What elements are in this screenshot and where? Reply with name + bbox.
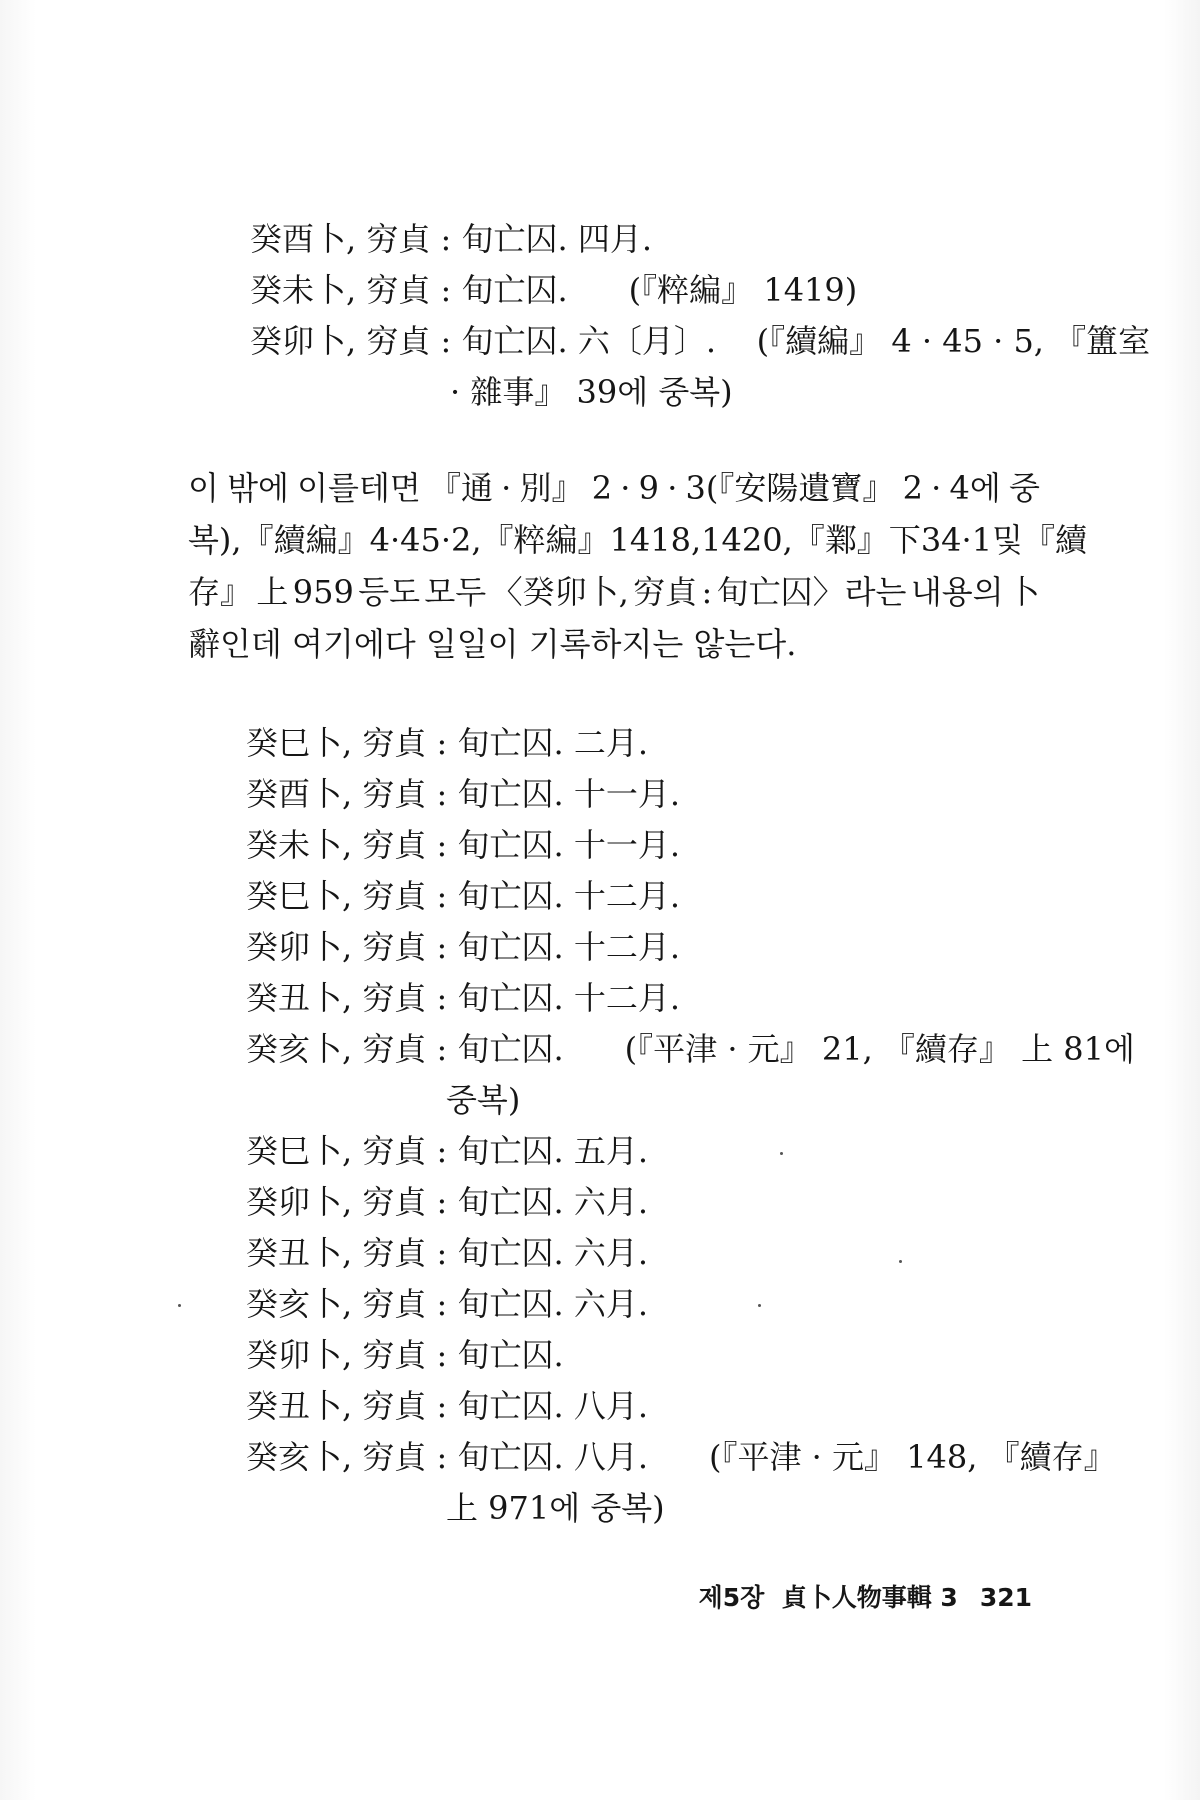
word: 45 [400, 521, 441, 559]
paragraph-line [188, 566, 1040, 618]
word: 『鄴』 [792, 521, 889, 559]
entry [246, 718, 1146, 769]
word: : [701, 573, 713, 611]
entry [246, 1432, 1146, 1534]
entry-text: 癸亥卜, 穷貞 : 旬亡囚. 八月. (『平津 · 元』 148, 『續存』 [246, 1438, 1116, 1476]
running-footer [699, 1578, 1032, 1614]
word: 4에 [949, 469, 1001, 507]
word: 등도 [358, 573, 421, 611]
entry [246, 1381, 1146, 1432]
word: 『粹編』 [481, 521, 610, 559]
word: 下 [888, 521, 921, 559]
word: 중 [1008, 469, 1040, 507]
word: 『續 [1022, 521, 1087, 559]
entry-text: 癸巳卜, 穷貞 : 旬亡囚. 二月. [246, 724, 648, 762]
entry [246, 973, 1146, 1024]
paragraph-line [188, 618, 1040, 670]
entry [246, 1279, 1146, 1330]
word: 『通 [428, 469, 493, 507]
word: 穷貞 [633, 573, 698, 611]
entry-text: 癸酉卜, 穷貞 : 旬亡囚. 四月. [250, 220, 652, 258]
word: 내용의 [910, 573, 1004, 611]
entry-text: 癸卯卜, 穷貞 : 旬亡囚. [246, 1336, 564, 1374]
entry-text: 癸酉卜, 穷貞 : 旬亡囚. 十一月. [246, 775, 680, 813]
entry-text: 癸丑卜, 穷貞 : 旬亡囚. 六月. [246, 1234, 648, 1272]
entry [246, 820, 1146, 871]
word: 卜 [1007, 573, 1040, 611]
entry [246, 1126, 1146, 1177]
entry-text: 癸丑卜, 穷貞 : 旬亡囚. 十二月. [246, 979, 680, 1017]
word: · [961, 521, 972, 559]
word: 이를테면 [297, 469, 421, 507]
entry-text: 癸丑卜, 穷貞 : 旬亡囚. 八月. [246, 1387, 648, 1425]
entry-text: 癸亥卜, 穷貞 : 旬亡囚. 六月. [246, 1285, 648, 1323]
entry [250, 265, 1150, 316]
entry [246, 769, 1146, 820]
entry-text: 癸卯卜, 穷貞 : 旬亡囚. 十二月. [246, 928, 680, 966]
page-number: 321 [979, 1583, 1032, 1612]
entry-continuation: 上 971에 중복) [446, 1489, 665, 1527]
word: 『續編』 [241, 521, 370, 559]
entry-continuation: 중복) [446, 1081, 521, 1119]
entry-text: 癸亥卜, 穷貞 : 旬亡囚. (『平津 · 元』 21, 『續存』 上 81에 [246, 1030, 1135, 1068]
chapter-title: 제5장 貞卜人物事輯 3 [698, 1583, 958, 1612]
word: 2 [591, 469, 613, 507]
entry [246, 1024, 1146, 1126]
word: 〈癸卯卜, [490, 573, 629, 611]
word: · [501, 469, 512, 507]
word: 別』 [519, 469, 584, 507]
divination-entries-group-2 [246, 718, 1146, 1534]
entry [246, 1177, 1146, 1228]
word: 34 [920, 521, 962, 559]
word: 4 [369, 521, 390, 559]
entry [246, 871, 1146, 922]
scan-speck [780, 1152, 783, 1155]
word: 밖에 [227, 469, 289, 507]
word: 및 [992, 521, 1023, 559]
entry-text: 癸巳卜, 穷貞 : 旬亡囚. 五月. [246, 1132, 648, 1170]
word: 복), [188, 521, 242, 559]
word: 1418, [609, 521, 702, 559]
body-paragraph [188, 462, 1087, 670]
scan-speck [758, 1304, 761, 1307]
entry-text: 癸卯卜, 穷貞 : 旬亡囚. 六〔月〕. (『續編』 4 · 45 · 5, 『簠室 [250, 322, 1151, 360]
paragraph-line [188, 462, 1040, 514]
word: · [389, 521, 401, 559]
word: · [931, 469, 942, 507]
word: 2 [902, 469, 923, 507]
entry [246, 1228, 1146, 1279]
scan-speck [899, 1260, 902, 1263]
entry [250, 214, 1150, 265]
scan-speck [178, 1304, 181, 1307]
word: 3(『安陽遺寶』 [685, 469, 895, 507]
word: 2, [451, 521, 482, 559]
word: 이 [188, 469, 219, 507]
entry-text: 癸未卜, 穷貞 : 旬亡囚. 十一月. [246, 826, 680, 864]
entry-text: 癸卯卜, 穷貞 : 旬亡囚. 六月. [246, 1183, 648, 1221]
word: 1420, [701, 521, 793, 559]
entry-continuation: · 雜事』 39에 중복) [450, 373, 733, 411]
word: 上 [256, 573, 289, 611]
entry [246, 922, 1146, 973]
word: 모두 [424, 573, 487, 611]
word: 959 [292, 573, 354, 611]
word: · [667, 469, 678, 507]
entry-text: 癸巳卜, 穷貞 : 旬亡囚. 十二月. [246, 877, 680, 915]
word: · [620, 469, 631, 507]
word: 旬亡囚〉라는 [716, 573, 907, 611]
word: 存』 [188, 573, 253, 611]
entry [250, 316, 1150, 418]
divination-entries-group-1 [250, 214, 1150, 418]
entry-text: 癸未卜, 穷貞 : 旬亡囚. (『粹編』 1419) [250, 271, 858, 309]
paragraph-line [188, 514, 1087, 566]
word: · [440, 521, 452, 559]
word: 辭인데 여기에다 일일이 기록하지는 않는다. [188, 625, 797, 663]
word: 1 [971, 521, 993, 559]
word: 9 [638, 469, 659, 507]
entry [246, 1330, 1146, 1381]
